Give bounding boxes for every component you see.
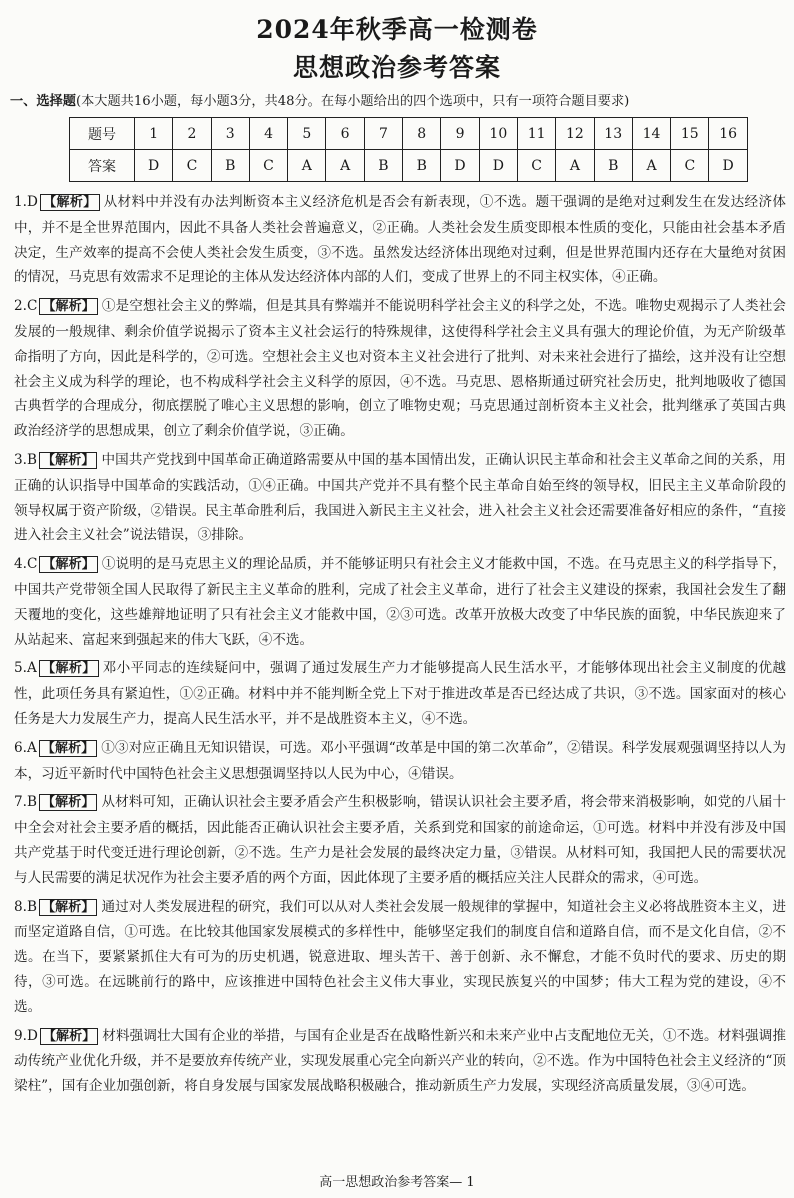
question-number-cell: 9 [441,118,479,150]
answer-cell: C [249,150,287,182]
analysis-item [8,1024,786,1099]
analysis-item [8,190,786,290]
question-number-cell: 3 [211,118,249,150]
question-number-cell: 12 [556,118,594,150]
analysis-tag: 【解析】 [39,899,98,916]
answer-cell: B [211,150,249,182]
answer-table-row-numbers [70,118,748,150]
analysis-list [8,190,786,1099]
analysis-item [8,895,786,1020]
answer-cell: B [403,150,441,182]
answer-cell: D [441,150,479,182]
answer-cell: B [364,150,402,182]
row-label-answer: 答案 [70,150,135,182]
answer-cell: A [556,150,594,182]
analysis-tag: 【解析】 [39,660,99,677]
question-number-cell: 6 [326,118,364,150]
item-number: 9.D [14,1027,38,1044]
answer-cell: C [517,150,555,182]
analysis-tag: 【解析】 [39,556,97,573]
answer-cell: D [709,150,747,182]
question-number-cell: 16 [709,118,747,150]
item-text: 通过对人类发展进程的研究，我们可以从对人类社会发展一般规律的掌握中，知道社会主义必将战胜资本主义，进而坚定道路自信，①可选。在比较其他国家发展模式的多样性中，能够坚定我们的制度自信和道路自信，而不是文化自信，②不选。在当下，要紧紧抓住大有可为的历史机遇，锐意进取、埋头苦干、善于创新、永不懈怠，才能不负时代的要求、历史的期待，③可选。在远眺前行的路中，应该推进中国特色社会主义伟大事业，实现民族复兴的中国梦；伟大工程为党的建设，④不选。 [14,898,786,1015]
question-number-cell: 10 [479,118,517,150]
item-number: 6.A [14,739,37,756]
section-note: (本大题共16小题，每小题3分，共48分。在每小题给出的四个选项中，只有一项符合题目要求) [75,94,630,109]
answer-cell: A [326,150,364,182]
analysis-item [8,448,786,548]
analysis-tag: 【解析】 [40,194,100,211]
question-number-cell: 8 [403,118,441,150]
answer-table-row-answers [70,150,748,182]
analysis-tag: 【解析】 [39,298,97,315]
question-number-cell: 4 [249,118,287,150]
page-subtitle: 思想政治参考答案 [292,53,501,82]
item-number: 7.B [14,794,37,811]
item-text: ①说明的是马克思主义的理论品质，并不能够证明只有社会主义才能救中国，不选。在马克思主义的科学指导下，中国共产党带领全国人民取得了新民主主义革命的胜利，完成了社会主义革命，进行了社会主义建设的探索，我国社会发生了翻天覆地的变化，这些雄辩地证明了只有社会主义才能救中国，②③可选。改革开放极大改变了中华民族的面貌，中华民族迎来了从站起来、富起来到强起来的伟大飞跃，④不选。 [14,556,786,648]
analysis-item [8,656,786,731]
answer-cell: C [671,150,709,182]
item-text: 材料强调壮大国有企业的举措，与国有企业是否在战略性新兴和未来产业中占支配地位无关，①不选。材料强调推动传统产业优化升级，并不是要放弃传统产业，实现发展重心完全向新兴产业的转向，②不选。作为中国特色社会主义经济的“顶梁柱”，国有企业加强创新，将自身发展与国家发展战略积极融合，推动新质生产力发展，实现经济高质量发展，③④可选。 [14,1027,786,1095]
question-number-cell: 5 [288,118,326,150]
answer-cell: A [632,150,670,182]
question-number-cell: 7 [364,118,402,150]
analysis-tag: 【解析】 [39,452,98,469]
section-heading [8,92,786,111]
item-number: 8.B [14,898,37,915]
question-number-cell: 13 [594,118,632,150]
analysis-tag: 【解析】 [39,794,98,811]
question-number-cell: 15 [671,118,709,150]
item-number: 3.B [14,451,37,468]
analysis-item [8,552,786,652]
row-label-number: 题号 [70,118,135,150]
question-number-cell: 1 [135,118,173,150]
analysis-item [8,294,786,444]
answer-cell: C [173,150,211,182]
question-number-cell: 2 [173,118,211,150]
item-number: 4.C [14,556,38,573]
answer-table [69,117,748,182]
page-footer: 高一思想政治参考答案— 1 [319,1175,475,1190]
analysis-item [8,736,786,787]
item-text: 从材料中并没有办法判断资本主义经济危机是否会有新表现，①不选。题干强调的是绝对过剩发生在发达经济体中，并不是全世界范围内，因此不具备人类社会普遍意义，②正确。人类社会发生质变即根本性质的变化，只能由社会基本矛盾决定，生产效率的提高不会使人类社会发生质变，③不选。虽然发达经济体出现绝对过剩，但是世界范围内还存在大量绝对贫困的情况，马克思有效需求不足理论的主体从发达经济体内部的人们，变成了世界上的不同主权实体，④正确。 [14,194,786,286]
item-text: 中国共产党找到中国革命正确道路需要从中国的基本国情出发，正确认识民主革命和社会主义革命之间的关系，用正确的认识指导中国革命的实践活动，①④正确。中国共产党并不具有整个民主革命自始至终的领导权，旧民主主义革命阶段的领导权属于资产阶级，②错误。民主革命胜利后，我国进入新民主主义社会，进入社会主义社会还需要准备好相应的条件，“直接进入社会主义社会”说法错误，③排除。 [14,451,786,544]
item-text: ①③对应正确且无知识错误，可选。邓小平强调“改革是中国的第二次革命”，②错误。科学发展观强调坚持以人为本，习近平新时代中国特色社会主义思想强调坚持以人民为中心，④错误。 [14,739,786,782]
answer-cell: B [594,150,632,182]
answer-cell: D [135,150,173,182]
question-number-cell: 11 [517,118,555,150]
answer-cell: D [479,150,517,182]
item-text: ①是空想社会主义的弊端，但是其具有弊端并不能说明科学社会主义的科学之处，不选。唯物史观揭示了人类社会发展的一般规律、剩余价值学说揭示了资本主义社会运行的特殊规律，这使得科学社会主义具有强大的理论价值，为无产阶级革命指明了方向，因此是科学的，②可选。空想社会主义也对资本主义社会进行了批判、对未来社会进行了描绘，这并没有让空想社会主义成为科学的理论，也不构成科学社会主义科学的原因，④不选。马克思、恩格斯通过研究社会历史，批判地吸收了德国古典哲学的合理成分，彻底摆脱了唯心主义思想的影响，创立了唯物史观；马克思通过剖析资本主义社会，批判继承了英国古典政治经济学的思想成果，创立了剩余价值学说，③正确。 [14,298,786,440]
item-number: 5.A [14,660,37,677]
analysis-tag: 【解析】 [40,1028,98,1045]
answer-cell: A [288,150,326,182]
item-text: 邓小平同志的连续疑问中，强调了通过发展生产力才能够提高人民生活水平，才能够体现出社会主义制度的优越性，此项任务具有紧迫性，①②正确。材料中并不能判断全党上下对于推进改革是否已经达成了共识，③不选。国家面对的核心任务是大力发展生产力，提高人民生活水平，并不是战胜资本主义，④不选。 [14,660,786,727]
analysis-tag: 【解析】 [39,740,97,757]
page-title: 2024年秋季高一检测卷 [256,15,538,44]
item-text: 从材料可知，正确认识社会主要矛盾会产生积极影响，错误认识社会主要矛盾，将会带来消极影响，如党的八届十中全会对社会主要矛盾的概括，因此能否正确认识社会主要矛盾，关系到党和国家的前途命运，①可选。材料中并没有涉及中国共产党基于时代变迁进行理论创新，②不选。生产力是社会发展的最终决定力量，③错误。从材料可知，我国把人民的需要状况与人民需要的满足状况作为社会主要矛盾的两个方面，因此体现了主要矛盾的概括应关注人民群众的需求，④可选。 [14,794,786,886]
analysis-item [8,790,786,890]
item-number: 2.C [14,298,38,315]
section-label: 一、选择题 [10,94,76,109]
question-number-cell: 14 [632,118,670,150]
item-number: 1.D [14,194,38,210]
